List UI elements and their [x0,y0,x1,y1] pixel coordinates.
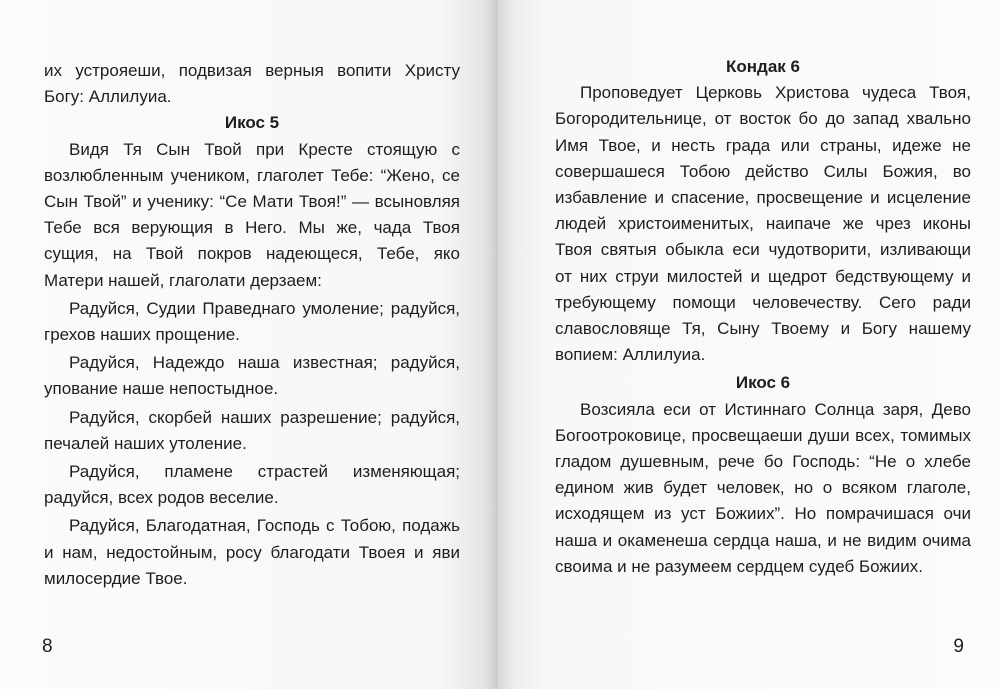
ikos-5-paragraph: Видя Тя Сын Твой при Кресте стоящую с возлюбленным учеником, глаголет Тебе: “Жено, се Сын Твой” и ученику: “Се Мати Твоя!” — всыновляя Тебе вся верующия в Него. Мы же, чада Твоя сущия, на Твой покров надеющеся, Тебе, яко Матери нашей, глаголати дерзаем: [44,139,460,290]
left-page [0,0,497,689]
page-number-right: 9 [953,636,964,657]
right-page [497,0,1000,689]
right-page-text [555,54,971,580]
left-page-text [44,58,460,592]
kondak-6-heading: Кондак 6 [726,57,800,76]
greeting-paragraph: Радуйся, пламене страстей изменяющая; радуйся, всех родов веселие. [44,462,460,508]
kondak-6-paragraph: Проповедует Церковь Христова чудеса Твоя, Богородительнице, от восток бо до запад хвально Имя Твое, и несть града или страны, идеже не совершашеся Тобою действо Силы Божия, во избавление и спасение, просвещение и исцеление людей христоименитых, наипаче же чрез иконы Твоя святыя обыкла еси чудотворити, изливающи от них струи милостей и щедрот бедствующему и требующему помощи человечеству. Сего ради славословяще Тя, Сыну Твоему и Богу нашему вопием: Аллилуиа. [555,83,971,365]
page-number-left: 8 [42,636,53,657]
greeting-paragraph: Радуйся, скорбей наших разрешение; радуйся, печалей наших утоление. [44,407,460,453]
ikos-6-heading: Икос 6 [735,373,791,393]
ikos-6-paragraph: Возсияла еси от Истиннаго Солнца заря, Дево Богоотроковице, просвещаеши души всех, томимых гладом душевным, рече бо Господь: “Не о хлебе едином жив будет человек, но о всяком глаголе, исходящем из уст Божиих”. Но помрачишася очи наша и окаменеша сердца наша, и не видим очима своима и не разумеем сердцем судеб Божиих. [555,399,971,576]
ikos-5-heading: Икос 5 [224,113,280,133]
greeting-paragraph: Радуйся, Судии Праведнаго умоление; радуйся, грехов наших прощение. [44,298,460,345]
greeting-paragraph: Радуйся, Надеждо наша известная; радуйся, упование наше непостыдное. [44,353,460,399]
continuation-paragraph: их устрояеши, подвизая верныя вопити Христу Богу: Аллилуиа. [44,61,460,107]
greeting-paragraph: Радуйся, Благодатная, Господь с Тобою, подажь и нам, недостойным, росу благодати Твоея и яви милосердие Твое. [44,516,460,588]
